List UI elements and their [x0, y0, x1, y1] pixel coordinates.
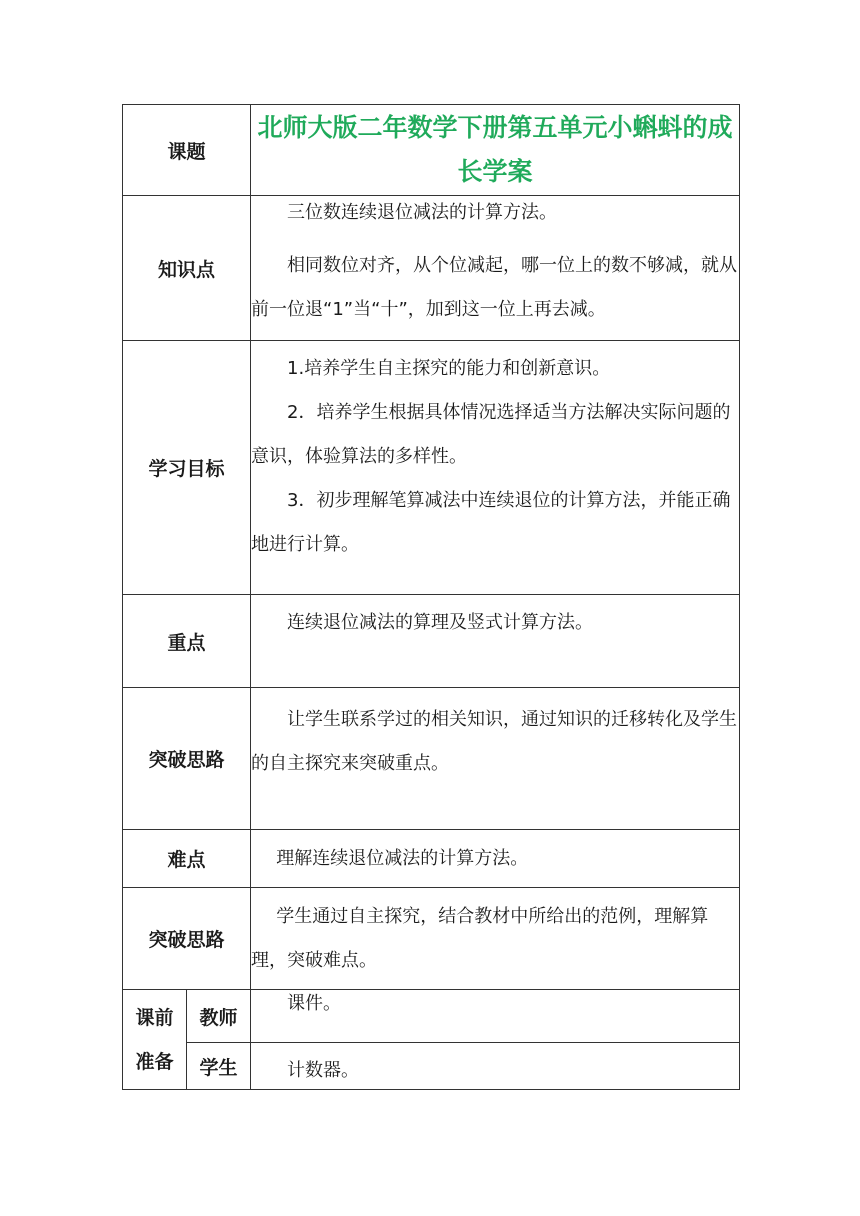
goals-content [251, 341, 740, 595]
student-text: 计数器。 [287, 1060, 360, 1081]
teacher-label: 教师 [187, 990, 251, 1043]
goal-item-3: 3．初步理解笔算减法中连续退位的计算方法，并能正确地进行计算。 [251, 490, 731, 555]
breakthrough-content-1 [251, 688, 740, 830]
lesson-plan-table [122, 104, 740, 1090]
difficulty-row [123, 830, 740, 888]
prep-label-line-2: 准备 [135, 1050, 174, 1073]
goals-label: 学习目标 [123, 341, 251, 595]
prep-label [123, 990, 187, 1090]
prep-label-line-1: 课前 [135, 1006, 174, 1029]
breakthrough-text-2: 学生通过自主探究，结合教材中所给出的范例，理解算理，突破难点。 [251, 905, 709, 971]
title-label: 课题 [123, 105, 251, 196]
student-content [251, 1043, 740, 1090]
key-point-text: 连续退位减法的算理及竖式计算方法。 [287, 612, 594, 633]
breakthrough-text-1: 让学生联系学过的相关知识，通过知识的迁移转化及学生的自主探究来突破重点。 [251, 709, 738, 774]
breakthrough-label-1: 突破思路 [123, 688, 251, 830]
knowledge-content [251, 196, 740, 341]
key-point-label: 重点 [123, 595, 251, 688]
difficulty-text: 理解连续退位减法的计算方法。 [276, 847, 529, 869]
prep-student-row [123, 1043, 740, 1090]
difficulty-content [251, 830, 740, 888]
breakthrough-label-2: 突破思路 [123, 888, 251, 990]
teacher-text: 课件。 [287, 993, 342, 1014]
lesson-title: 北师大版二年数学下册第五单元小蝌蚪的成长学案 [251, 105, 740, 196]
difficulty-label: 难点 [123, 830, 251, 888]
title-row [123, 105, 740, 196]
teacher-content [251, 990, 740, 1043]
goal-item-2: 2．培养学生根据具体情况选择适当方法解决实际问题的意识，体验算法的多样性。 [251, 402, 731, 467]
knowledge-row [123, 196, 740, 341]
breakthrough-row-1 [123, 688, 740, 830]
knowledge-label: 知识点 [123, 196, 251, 341]
student-label: 学生 [187, 1043, 251, 1090]
breakthrough-content-2 [251, 888, 740, 990]
goal-item-1: 1.培养学生自主探究的能力和创新意识。 [287, 358, 611, 379]
knowledge-paragraph-1: 三位数连续退位减法的计算方法。 [287, 202, 558, 223]
goals-row [123, 341, 740, 595]
key-point-row [123, 595, 740, 688]
breakthrough-row-2 [123, 888, 740, 990]
key-point-content [251, 595, 740, 688]
knowledge-paragraph-2: 相同数位对齐，从个位减起，哪一位上的数不够减，就从前一位退“1”当“十”，加到这一位上再去减。 [251, 255, 738, 320]
prep-teacher-row [123, 990, 740, 1043]
